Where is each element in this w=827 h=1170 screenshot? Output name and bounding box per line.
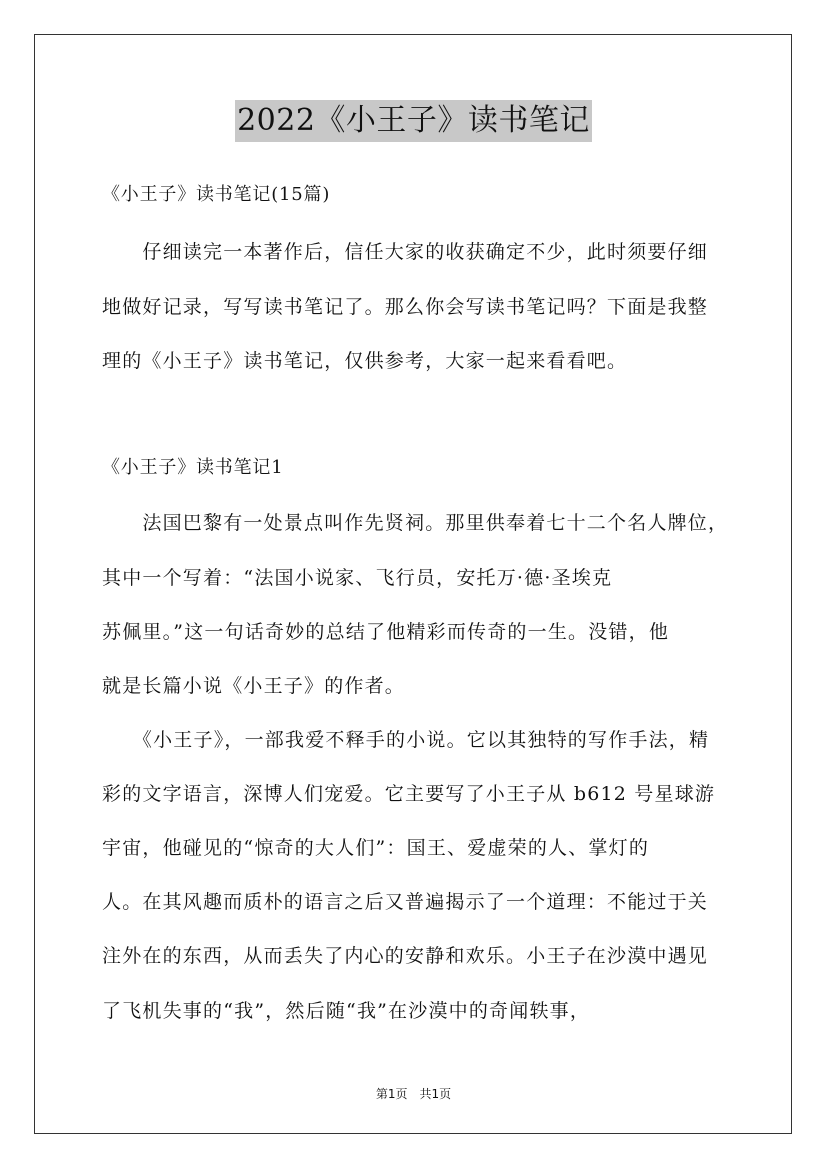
- section-heading: 《小王子》读书笔记1: [102, 457, 284, 478]
- body-line: 宇宙，他碰见的“惊奇的大人们”：国王、爱虚荣的人、掌灯的: [102, 837, 650, 859]
- body-line: 彩的文字语言，深博人们宠爱。它主要写了小王子从 b612 号星球游: [102, 783, 716, 805]
- body-line: 了飞机失事的“我”，然后随“我”在沙漠中的奇闻轶事，: [102, 1000, 591, 1022]
- page-number: 第1页 共1页: [375, 1087, 452, 1101]
- body-line: 就是长篇小说《小王子》的作者。: [102, 675, 406, 697]
- body-line: 注外在的东西，从而丢失了内心的安静和欢乐。小王子在沙漠中遇见: [102, 945, 709, 967]
- body-line: 《小王子》，一部我爱不释手的小说。它以其独特的写作手法，精: [102, 729, 710, 751]
- title-container: [0, 100, 827, 142]
- intro-line: 地做好记录，写写读书笔记了。那么你会写读书笔记吗？下面是我整: [102, 296, 709, 318]
- document-subtitle: 《小王子》读书笔记(15篇): [102, 184, 331, 205]
- body-line: 人。在其风趣而质朴的语言之后又普遍揭示了一个道理：不能过于关: [102, 891, 709, 913]
- document-title: 2022《小王子》读书笔记: [235, 100, 592, 142]
- intro-line: 理的《小王子》读书笔记，仅供参考，大家一起来看看吧。: [102, 350, 628, 372]
- body-line: 其中一个写着：“法国小说家、飞行员，安托万·德·圣埃克: [102, 567, 613, 589]
- body-line: 苏佩里。”这一句话奇妙的总结了他精彩而传奇的一生。没错，他: [102, 621, 670, 643]
- body-line: 法国巴黎有一处景点叫作先贤祠。那里供奉着七十二个名人牌位，: [102, 512, 729, 534]
- intro-line: 仔细读完一本著作后，信任大家的收获确定不少，此时须要仔细: [102, 241, 709, 263]
